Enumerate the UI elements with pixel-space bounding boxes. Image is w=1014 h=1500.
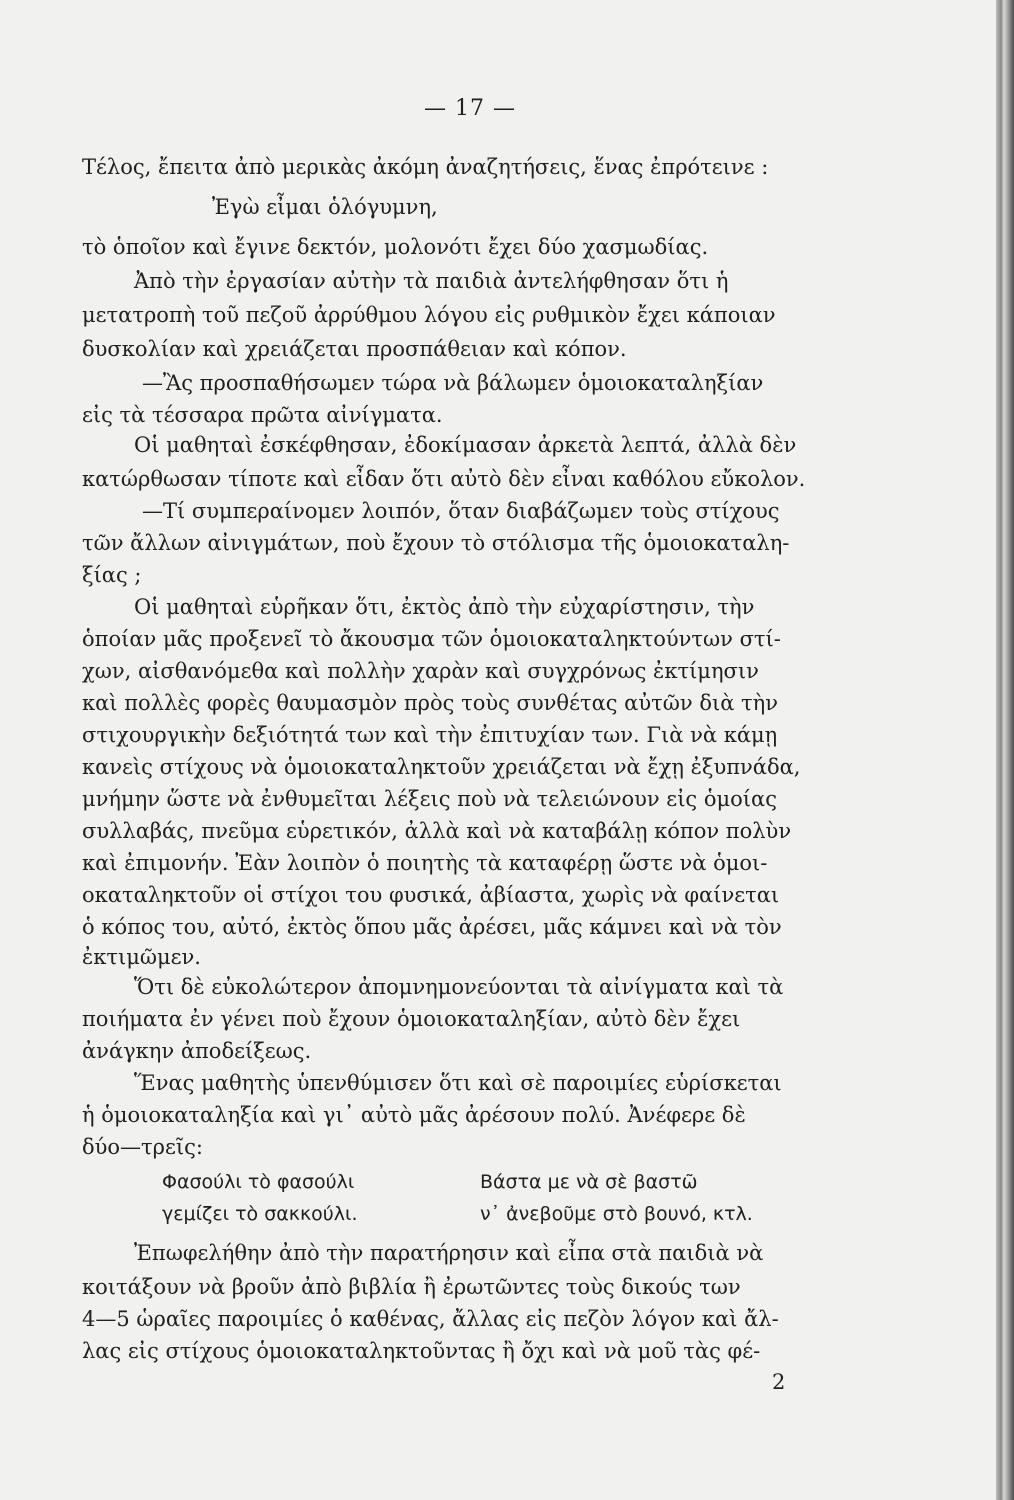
paragraph-line: οκαταληκτοῦν οἱ στίχοι του φυσικά, ἀβίαστα, χωρὶς νὰ φαίνεται: [82, 883, 780, 907]
proverb-verse: Φασούλι τὸ φασούλι: [162, 1171, 355, 1193]
paragraph-line: τῶν ἄλλων αἰνιγμάτων, ποὺ ἔχουν τὸ στόλισμα τῆς ὁμοιοκαταλη-: [82, 531, 790, 555]
paragraph-line: κανεὶς στίχους νὰ ὁμοιοκαταληκτοῦν χρειάζεται νὰ ἔχῃ ἐξυπνάδα,: [82, 755, 801, 779]
paragraph-line: Ἀπὸ τὴν ἐργασίαν αὐτὴν τὰ παιδιὰ ἀντελήφθησαν ὅτι ἡ: [134, 269, 729, 293]
paragraph-line: ξίας ;: [82, 563, 142, 587]
paragraph-line: στιχουργικὴν δεξιότητά των καὶ τὴν ἐπιτυχίαν των. Γιὰ νὰ κάμῃ: [82, 723, 778, 747]
paragraph-line: Οἱ μαθηταὶ ἐσκέφθησαν, ἐδοκίμασαν ἀρκετὰ λεπτά, ἀλλὰ δὲν: [134, 433, 797, 457]
page-number: — 17 —: [424, 96, 516, 121]
paragraph-line: χων, αἰσθανόμεθα καὶ πολλὴν χαρὰν καὶ συγχρόνως ἐκτίμησιν: [82, 659, 759, 683]
paragraph-line: —Ἂς προσπαθήσωμεν τώρα νὰ βάλωμεν ὁμοιοκαταληξίαν: [142, 371, 764, 395]
proverb-verse: γεμίζει τὸ σακκούλι.: [162, 1203, 358, 1225]
paragraph-line: Ἕνας μαθητὴς ὑπενθύμισεν ὅτι καὶ σὲ παροιμίες εὑρίσκεται: [134, 1071, 782, 1095]
paragraph-line: μετατροπὴ τοῦ πεζοῦ ἀρρύθμου λόγου εἰς ρυθμικὸν ἔχει κάποιαν: [82, 303, 776, 327]
paragraph-line: Τέλος, ἔπειτα ἀπὸ μερικὰς ἀκόμη ἀναζητήσεις, ἕνας ἐπρότεινε :: [82, 155, 769, 179]
paragraph-line: Ἐπωφελήθην ἀπὸ τὴν παρατήρησιν καὶ εἶπα στὰ παιδιὰ νὰ: [134, 1241, 764, 1265]
paragraph-line: —Τί συμπεραίνομεν λοιπόν, ὅταν διαβάζωμεν τοὺς στίχους: [142, 499, 780, 523]
paragraph-line: εἰς τὰ τέσσαρα πρῶτα αἰνίγματα.: [82, 403, 443, 427]
paragraph-line: 4—5 ὡραῖες παροιμίες ὁ καθένας, ἄλλας εἰς πεζὸν λόγον καὶ ἄλ-: [82, 1307, 779, 1331]
paragraph-line: ἐκτιμῶμεν.: [82, 945, 201, 969]
quoted-line: Ἐγὼ εἶμαι ὁλόγυμνη,: [212, 195, 438, 219]
paragraph-line: ὁ κόπος του, αὐτό, ἐκτὸς ὅπου μᾶς ἀρέσει, μᾶς κάμνει καὶ νὰ τὸν: [82, 915, 782, 939]
proverb-verse: Βάστα με νὰ σὲ βαστῶ: [480, 1171, 698, 1193]
page-edge: [996, 0, 1014, 1500]
paragraph-line: δυσκολίαν καὶ χρειάζεται προσπάθειαν καὶ κόπον.: [82, 337, 627, 361]
signature-mark: 2: [772, 1370, 786, 1394]
paragraph-line: καὶ ἐπιμονήν. Ἐὰν λοιπὸν ὁ ποιητὴς τὰ καταφέρῃ ὥστε νὰ ὁμοι-: [82, 851, 768, 875]
paragraph-line: ἀνάγκην ἀποδείξεως.: [82, 1039, 312, 1063]
paragraph-line: Ὅτι δὲ εὐκολώτερον ἀπομνημονεύονται τὰ αἰνίγματα καὶ τὰ: [134, 975, 784, 999]
paragraph-line: ὁποίαν μᾶς προξενεῖ τὸ ἄκουσμα τῶν ὁμοιοκαταληκτούντων στί-: [82, 627, 781, 651]
paragraph-line: ἡ ὁμοιοκαταληξία καὶ γι᾽ αὐτὸ μᾶς ἀρέσουν πολύ. Ἀνέφερε δὲ: [82, 1103, 746, 1127]
paragraph-line: ποιήματα ἐν γένει ποὺ ἔχουν ὁμοιοκαταληξίαν, αὐτὸ δὲν ἔχει: [82, 1007, 741, 1031]
paragraph-line: λας εἰς στίχους ὁμοιοκαταληκτοῦντας ἢ ὄχι καὶ νὰ μοῦ τὰς φέ-: [82, 1339, 761, 1363]
paragraph-line: κοιτάξουν νὰ βροῦν ἀπὸ βιβλία ἢ ἐρωτῶντες τοὺς δικούς των: [82, 1275, 741, 1299]
paragraph-line: Οἱ μαθηταὶ εὑρῆκαν ὅτι, ἐκτὸς ἀπὸ τὴν εὐχαρίστησιν, τὴν: [134, 595, 755, 619]
paragraph-line: κατώρθωσαν τίποτε καὶ εἶδαν ὅτι αὐτὸ δὲν εἶναι καθόλου εὔκολον.: [82, 467, 806, 491]
paragraph-line: συλλαβάς, πνεῦμα εὑρετικόν, ἀλλὰ καὶ νὰ καταβάλῃ κόπον πολὺν: [82, 819, 792, 843]
paragraph-line: δύο—τρεῖς:: [82, 1135, 203, 1159]
proverb-verse: ν᾽ ἀνεβοῦμε στὸ βουνό, κτλ.: [480, 1203, 753, 1225]
paragraph-line: τὸ ὁποῖον καὶ ἔγινε δεκτόν, μολονότι ἔχει δύο χασμωδίας.: [82, 235, 709, 259]
paragraph-line: καὶ πολλὲς φορὲς θαυμασμὸν πρὸς τοὺς συνθέτας αὐτῶν διὰ τὴν: [82, 691, 779, 715]
paragraph-line: μνήμην ὥστε νὰ ἐνθυμεῖται λέξεις ποὺ νὰ τελειώνουν εἰς ὁμοίας: [82, 787, 777, 811]
